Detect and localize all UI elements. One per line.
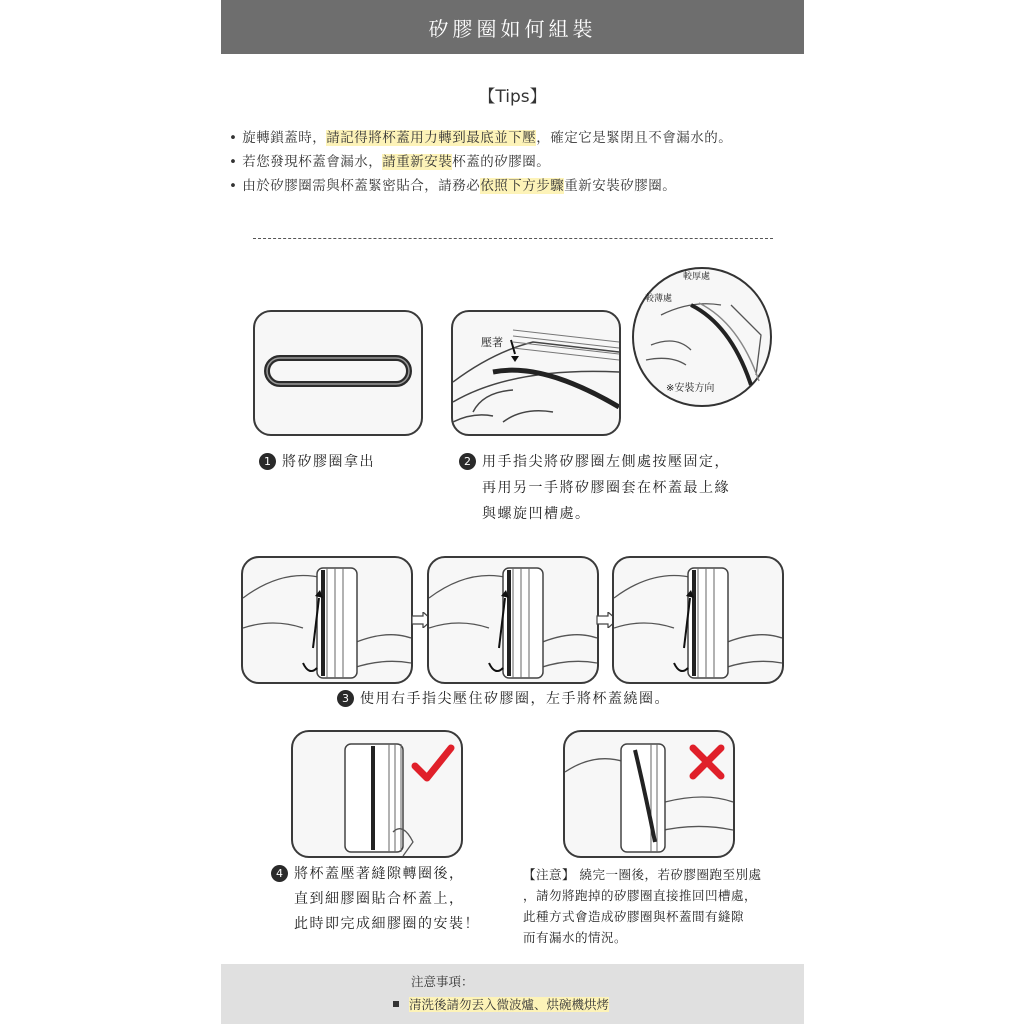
tip-item: • 旋轉鎖蓋時，請記得將杯蓋用力轉到最底並下壓，確定它是緊閉且不會漏水的。 (229, 130, 733, 146)
step-number-badge: 1 (259, 453, 276, 470)
step3-caption: 3 使用右手指尖壓住矽膠圈，左手將杯蓋繞圈。 (337, 686, 670, 712)
thick-label: 較厚處 (683, 272, 711, 282)
step1-illustration (253, 310, 423, 436)
step1-caption: 1 將矽膠圈拿出 (259, 449, 375, 475)
tip-item: • 由於矽膠圈需與杯蓋緊密貼合，請務必依照下方步驟重新安裝矽膠圈。 (229, 178, 677, 194)
footer-notice (221, 964, 804, 1024)
step-number-badge: 2 (459, 453, 476, 470)
step2-caption: 2 用手指尖將矽膠圈左側處按壓固定， 再用另一手將矽膠圈套在杯蓋最上緣 與螺旋凹槽處。 (459, 449, 730, 527)
step3-illustration-c (612, 556, 784, 684)
step-number-badge: 4 (271, 865, 288, 882)
wrong-illustration (563, 730, 735, 858)
section-divider (253, 238, 773, 239)
page-header (221, 0, 804, 54)
step-number-badge: 3 (337, 690, 354, 707)
page-title: 矽膠圈如何組裝 (428, 16, 597, 41)
tips-title: 【Tips】 (478, 87, 547, 107)
step3-illustration-b (427, 556, 599, 684)
tip-item: • 若您發現杯蓋會漏水，請重新安裝杯蓋的矽膠圈。 (229, 154, 551, 170)
footer-item: 清洗後請勿丟入微波爐、烘碗機烘烤 (393, 995, 609, 1013)
step4-caption: 4 將杯蓋壓著縫隙轉圈後， 直到細膠圈貼合杯蓋上， 此時即完成細膠圈的安裝！ (271, 862, 480, 937)
check-mark-icon (411, 744, 455, 784)
zoom-detail (631, 265, 776, 410)
footer-title: 注意事項： (411, 974, 474, 989)
step2-illustration (451, 310, 621, 436)
thin-label: 較薄處 (645, 294, 673, 304)
correct-illustration (291, 730, 463, 858)
direction-label: ※安裝方向 (666, 383, 715, 394)
press-label: 壓著 (481, 336, 503, 349)
instruction-page (221, 0, 804, 1024)
step3-illustration-a (241, 556, 413, 684)
note-caption: 【注意】 繞完一圈後，若矽膠圈跑至別處 ，請勿將跑掉的矽膠圈直接推回凹槽處， 此種方式會造成矽膠圈與杯蓋間有縫隙 而有漏水的情況。 (523, 867, 762, 945)
cross-mark-icon (687, 742, 727, 782)
tips-list (229, 126, 799, 198)
bullet-square-icon (393, 1001, 399, 1007)
silicone-ring-icon (255, 312, 421, 434)
